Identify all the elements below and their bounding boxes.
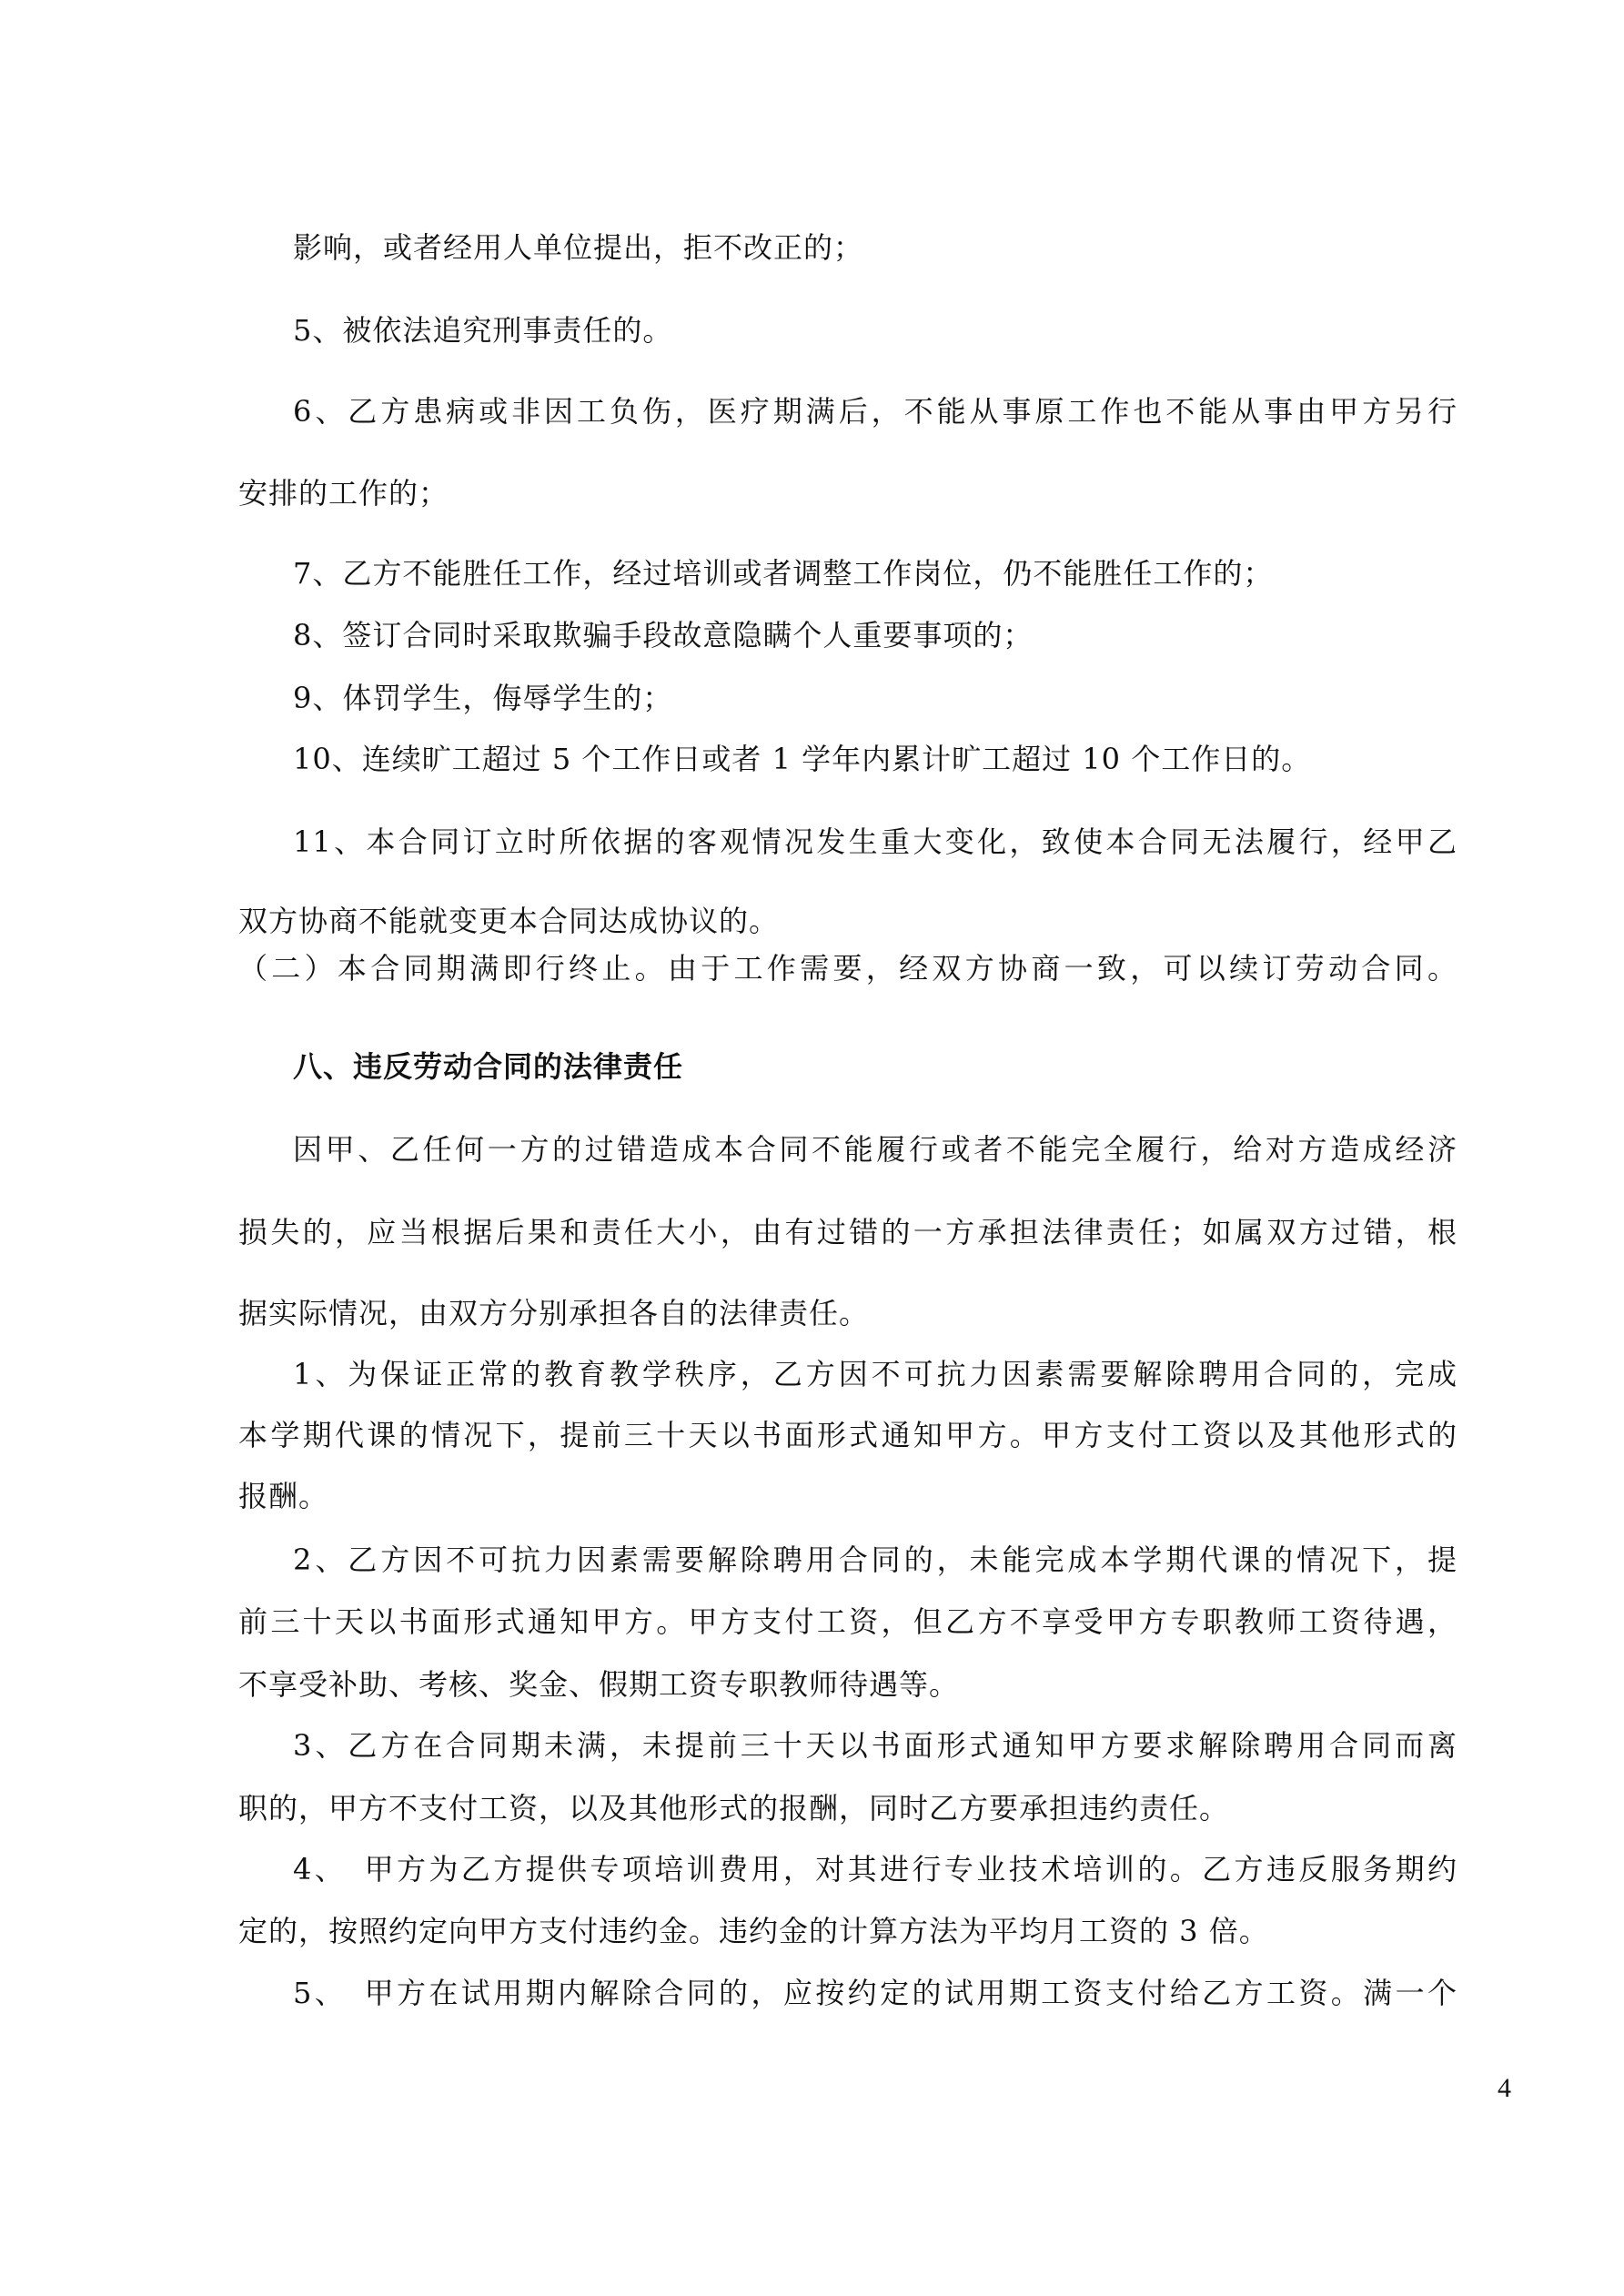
paragraph-line: 影响，或者经用人单位提出，拒不改正的； xyxy=(293,230,864,265)
list-item-6: 6、乙方患病或非因工负伤，医疗期满后，不能从事原工作也不能从事由甲方另行 xyxy=(293,394,1458,429)
list-item-9: 9、体罚学生，侮辱学生的； xyxy=(293,681,673,715)
liability-item-2-continued: 前三十天以书面形式通知甲方。甲方支付工资，但乙方不享受甲方专职教师工资待遇， xyxy=(238,1604,1458,1639)
list-item-11: 11、本合同订立时所依据的客观情况发生重大变化，致使本合同无法履行，经甲乙 xyxy=(293,824,1458,859)
list-item-8: 8、签订合同时采取欺骗手段故意隐瞒个人重要事项的； xyxy=(293,618,1034,652)
liability-item-1-continued: 报酬。 xyxy=(238,1479,329,1513)
liability-item-4: 4、 甲方为乙方提供专项培训费用，对其进行专业技术培训的。乙方违反服务期约 xyxy=(293,1852,1458,1886)
liability-item-3: 3、乙方在合同期未满，未提前三十天以书面形式通知甲方要求解除聘用合同而离 xyxy=(293,1728,1458,1763)
liability-item-1-continued: 本学期代课的情况下，提前三十天以书面形式通知甲方。甲方支付工资以及其他形式的 xyxy=(238,1418,1458,1452)
paragraph-line: 因甲、乙任何一方的过错造成本合同不能履行或者不能完全履行，给对方造成经济 xyxy=(293,1132,1458,1167)
list-item-5: 5、被依法追究刑事责任的。 xyxy=(293,313,673,348)
list-item-6-continued: 安排的工作的； xyxy=(238,476,449,511)
liability-item-3-continued: 职的，甲方不支付工资，以及其他形式的报酬，同时乙方要承担违约责任。 xyxy=(238,1791,1230,1826)
list-item-10: 10、连续旷工超过 5 个工作日或者 1 学年内累计旷工超过 10 个工作日的。 xyxy=(293,742,1312,776)
paragraph-line: 损失的，应当根据后果和责任大小，由有过错的一方承担法律责任；如属双方过错，根 xyxy=(238,1215,1458,1249)
page-number: 4 xyxy=(1498,2073,1511,2103)
list-item-7: 7、乙方不能胜任工作，经过培训或者调整工作岗位，仍不能胜任工作的； xyxy=(293,556,1274,591)
liability-item-2-continued: 不享受补助、考核、奖金、假期工资专职教师待遇等。 xyxy=(238,1667,960,1702)
liability-item-2: 2、乙方因不可抗力因素需要解除聘用合同的，未能完成本学期代课的情况下，提 xyxy=(293,1542,1458,1577)
paragraph-line: 据实际情况，由双方分别承担各自的法律责任。 xyxy=(238,1296,870,1330)
section-heading: 八、违反劳动合同的法律责任 xyxy=(293,1049,684,1084)
list-item-11-continued: 双方协商不能就变更本合同达成协议的。 xyxy=(238,904,780,938)
liability-item-4-continued: 定的，按照约定向甲方支付违约金。违约金的计算方法为平均月工资的 3 倍。 xyxy=(238,1914,1269,1948)
liability-item-5: 5、 甲方在试用期内解除合同的，应按约定的试用期工资支付给乙方工资。满一个 xyxy=(293,1976,1458,2010)
clause-two: （二）本合同期满即行终止。由于工作需要，经双方协商一致，可以续订劳动合同。 xyxy=(238,951,1458,986)
liability-item-1: 1、为保证正常的教育教学秩序，乙方因不可抗力因素需要解除聘用合同的，完成 xyxy=(293,1357,1458,1391)
